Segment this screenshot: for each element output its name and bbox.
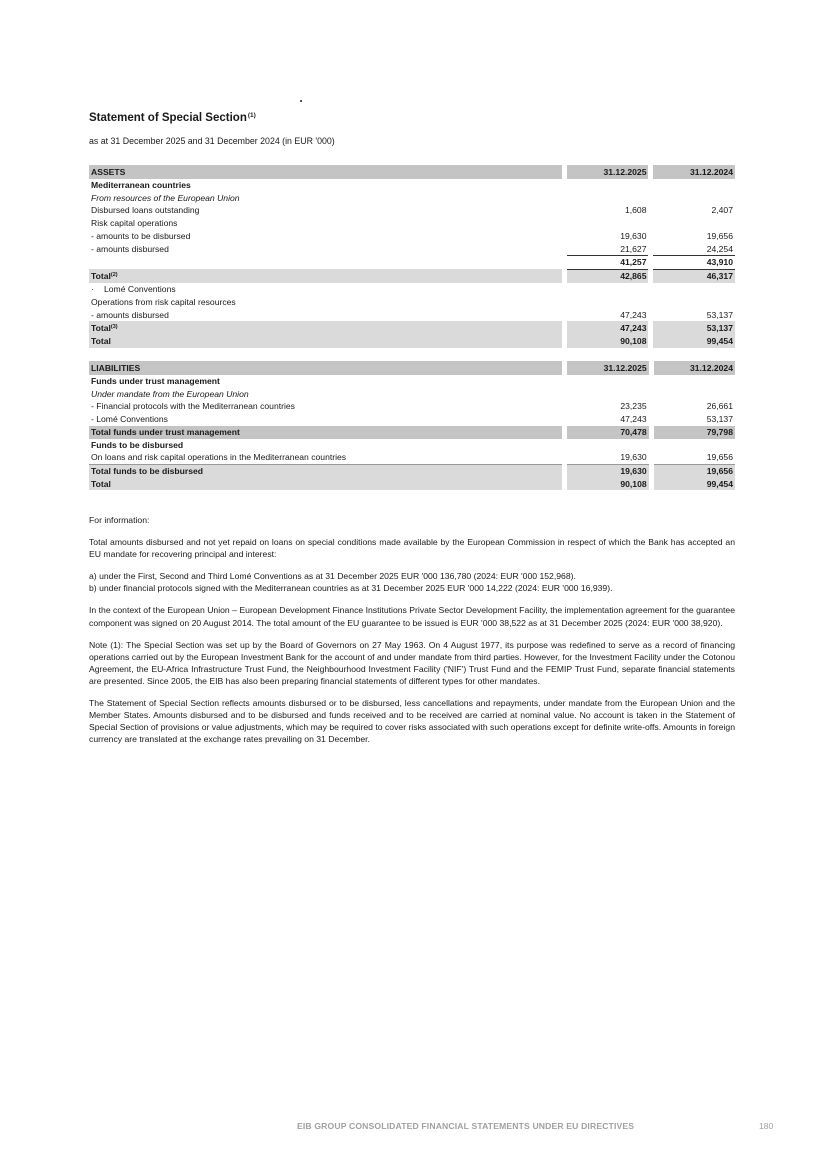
bullet-icon: · <box>91 284 94 295</box>
liabilities-row <box>89 400 735 413</box>
assets-value-2025: 1,608 <box>624 205 647 216</box>
assets-row-label-text: - amounts disbursed <box>91 309 169 320</box>
assets-row-label <box>89 204 562 217</box>
liabilities-row-label-text: Funds under trust management <box>91 376 220 386</box>
liabilities-row-label <box>89 400 562 413</box>
assets-value-2025 <box>567 296 649 309</box>
liabilities-value-2024 <box>654 388 735 401</box>
assets-value-2025: 42,865 <box>567 269 649 283</box>
liabilities-value-2024: 19,656 <box>654 451 735 464</box>
liabilities-row-label <box>89 451 562 464</box>
assets-row <box>89 192 735 205</box>
liabilities-value-2024: 53,137 <box>706 414 733 425</box>
assets-row-label-text: Total <box>91 271 111 282</box>
notes-section <box>89 514 735 755</box>
page-mark <box>300 100 302 102</box>
liabilities-row <box>89 375 735 388</box>
note-1: Note (1): The Special Section was set up by the Board of Governors on 27 May 1963. On 4 August 1977, its purpose was redefined to serve as a record of financing operations carried out by the European Investment Bank for the account of and under mandate from third parties. However, for the Investment Facility under the Cotonou Agreement, the EU-Africa Infrastructure Trust Fund, the Neighbourhood Investment Facility ('NIF') Trust Fund and the FEMIP Trust Fund, separate financial statements are presented. Since 2005, the EIB has also been preparing financial statements of different types for other mandates. <box>89 639 735 686</box>
assets-row-label-text: Total <box>91 335 111 346</box>
liabilities-row <box>89 451 735 464</box>
assets-value-2024: 43,910 <box>653 256 735 270</box>
note-statement-description: The Statement of Special Section reflects amounts disbursed or to be disbursed, less cancellations and repayments, under mandate from the European Union and the Member States. Amounts disbursed and to be disbursed and funds received and to be received are carried at nominal value. No account is taken in the Statement of Special Section of provisions or value adjustments, which may be required to cover risks associated with such operations except for definite write-offs. Amounts in foreign currency are translated at the exchange rates prevailing on 31 December. <box>89 698 735 745</box>
assets-row-label <box>89 192 562 205</box>
note-item-a: a) under the First, Second and Third Lomé Conventions as at 31 December 2025 EUR '000 136,780 (2024: EUR '000 152,968). <box>89 571 576 582</box>
liabilities-value-2024: 79,798 <box>654 426 735 439</box>
assets-value-2024: 99,454 <box>653 335 735 348</box>
assets-row-label <box>89 283 562 296</box>
assets-row <box>89 256 735 270</box>
assets-value-2024 <box>653 179 735 192</box>
liabilities-row-label-text: Total <box>91 478 111 489</box>
liabilities-row <box>89 464 735 477</box>
liabilities-row <box>89 426 735 439</box>
assets-row-label <box>89 321 562 335</box>
assets-row <box>89 204 735 217</box>
assets-value-2025: 90,108 <box>567 335 649 348</box>
liabilities-row-label-text: Total funds under trust management <box>91 426 240 437</box>
assets-row-label <box>89 179 562 192</box>
assets-row <box>89 321 735 335</box>
assets-value-2025: 21,627 <box>567 243 649 256</box>
assets-value-2024: 19,656 <box>706 230 733 241</box>
assets-row-label-text: - amounts disbursed <box>91 243 169 254</box>
liabilities-value-2025: 90,108 <box>567 478 648 491</box>
liabilities-value-2025 <box>567 388 648 401</box>
footnote-ref: (2) <box>110 272 118 279</box>
liabilities-value-2025 <box>567 375 648 388</box>
liabilities-row-label <box>89 375 562 388</box>
assets-row <box>89 230 735 243</box>
assets-row <box>89 283 735 296</box>
note-guarantee: In the context of the European Union – European Development Finance Institutions Private Sector Development Facility, the implementation agreement for the guarantee component was signed on 20 August 2014. The total amount of the EU guarantee to be issued is EUR '000 38,522 as at 31 December 2025 (2024: EUR '000 38,920). <box>89 605 735 628</box>
assets-row-label-text: Risk capital operations <box>91 218 178 229</box>
assets-value-2024: 53,137 <box>706 309 733 320</box>
assets-row-label <box>89 309 562 322</box>
liabilities-row-label <box>89 388 562 401</box>
liabilities-row-label <box>89 413 562 426</box>
assets-header-2024: 31.12.2024 <box>653 165 735 179</box>
liabilities-value-2025: 19,630 <box>567 464 648 477</box>
assets-row <box>89 269 735 283</box>
assets-row <box>89 179 735 192</box>
assets-value-2025: 47,243 <box>567 321 649 335</box>
footer-title: EIB GROUP CONSOLIDATED FINANCIAL STATEMENTS UNDER EU DIRECTIVES <box>297 1121 635 1131</box>
page-subtitle: as at 31 December 2025 and 31 December 2024 (in EUR '000) <box>89 136 335 146</box>
assets-row-label <box>89 217 562 230</box>
page-number: 180 <box>759 1121 774 1131</box>
assets-value-2024 <box>653 296 735 309</box>
assets-row-label-text: Total <box>91 323 111 334</box>
assets-header-label: ASSETS <box>89 165 562 179</box>
liabilities-value-2025: 47,243 <box>620 414 647 425</box>
note-total-amounts: Total amounts disbursed and not yet repaid on loans on special conditions made available by the European Commission in respect of which the Bank has accepted an EU mandate for recovering principal and interest: <box>89 537 735 560</box>
assets-value-2025 <box>567 217 649 230</box>
assets-value-2025: 41,257 <box>567 256 649 270</box>
liabilities-value-2024: 26,661 <box>706 401 733 412</box>
liabilities-value-2024 <box>654 439 735 452</box>
liabilities-row-label <box>89 464 562 477</box>
assets-header-row <box>89 165 735 179</box>
assets-value-2024 <box>653 217 735 230</box>
liabilities-value-2024: 99,454 <box>654 478 735 491</box>
liabilities-row <box>89 413 735 426</box>
liabilities-row-label-text: On loans and risk capital operations in the Mediterranean countries <box>91 452 347 463</box>
liabilities-row-label <box>89 426 562 439</box>
assets-value-2024 <box>653 283 735 296</box>
liabilities-header-row <box>89 361 735 375</box>
assets-row <box>89 243 735 256</box>
assets-row-label-text: Mediterranean countries <box>91 180 191 190</box>
assets-value-2025 <box>567 179 649 192</box>
liabilities-value-2025 <box>567 439 648 452</box>
assets-row-label-text: Operations from risk capital resources <box>91 296 236 307</box>
assets-row-label <box>89 256 562 270</box>
note-for-information: For information: <box>89 515 150 525</box>
assets-value-2025 <box>567 283 649 296</box>
assets-row-label-text: From resources of the European Union <box>91 192 240 203</box>
note-item-b: b) under financial protocols signed with the Mediterranean countries as at 31 December 2025 EUR '000 14,222 (2024: EUR '000 16,939). <box>89 583 613 594</box>
liabilities-value-2024: 19,656 <box>654 464 735 477</box>
footnote-ref: (3) <box>110 324 118 331</box>
liabilities-row-label-text: Total funds to be disbursed <box>91 465 204 476</box>
liabilities-row-label <box>89 439 562 452</box>
assets-value-2024: 53,137 <box>653 321 735 335</box>
assets-value-2025: 19,630 <box>620 230 647 241</box>
assets-value-2024 <box>653 192 735 205</box>
liabilities-row-label-text: Funds to be disbursed <box>91 439 184 450</box>
assets-row-label <box>89 243 562 256</box>
assets-value-2025 <box>567 192 649 205</box>
assets-table <box>89 165 735 348</box>
assets-row-label <box>89 269 562 283</box>
liabilities-row-label-text: - Lomé Conventions <box>91 414 168 425</box>
liabilities-header-2024: 31.12.2024 <box>654 361 735 375</box>
assets-row <box>89 335 735 348</box>
liabilities-table <box>89 361 735 490</box>
assets-value-2024: 2,407 <box>711 205 733 216</box>
title-text: Statement of Special Section <box>89 112 247 124</box>
assets-row-label <box>89 230 562 243</box>
assets-row-label-text: Lomé Conventions <box>104 284 176 295</box>
liabilities-row-label-text: - Financial protocols with the Mediterranean countries <box>91 401 295 412</box>
liabilities-row <box>89 439 735 452</box>
liabilities-row-label-text: Under mandate from the European Union <box>91 388 249 399</box>
assets-value-2024: 24,254 <box>653 243 735 256</box>
page-title <box>89 112 256 124</box>
assets-row <box>89 309 735 322</box>
liabilities-row-label <box>89 478 562 491</box>
assets-row <box>89 217 735 230</box>
liabilities-row <box>89 478 735 491</box>
assets-header-2025: 31.12.2025 <box>567 165 649 179</box>
liabilities-value-2024 <box>654 375 735 388</box>
liabilities-value-2025: 70,478 <box>567 426 648 439</box>
assets-value-2024: 46,317 <box>653 269 735 283</box>
liabilities-value-2025: 19,630 <box>567 451 648 464</box>
liabilities-value-2025: 23,235 <box>620 401 647 412</box>
assets-row-label-text: Disbursed loans outstanding <box>91 205 200 216</box>
assets-row <box>89 296 735 309</box>
assets-row-label-text: - amounts to be disbursed <box>91 230 191 241</box>
assets-row-label <box>89 335 562 348</box>
liabilities-header-2025: 31.12.2025 <box>567 361 648 375</box>
title-footnote-ref: (1) <box>247 112 256 119</box>
assets-row-label <box>89 296 562 309</box>
liabilities-row <box>89 388 735 401</box>
assets-value-2025: 47,243 <box>620 309 647 320</box>
liabilities-header-label: LIABILITIES <box>89 361 562 375</box>
